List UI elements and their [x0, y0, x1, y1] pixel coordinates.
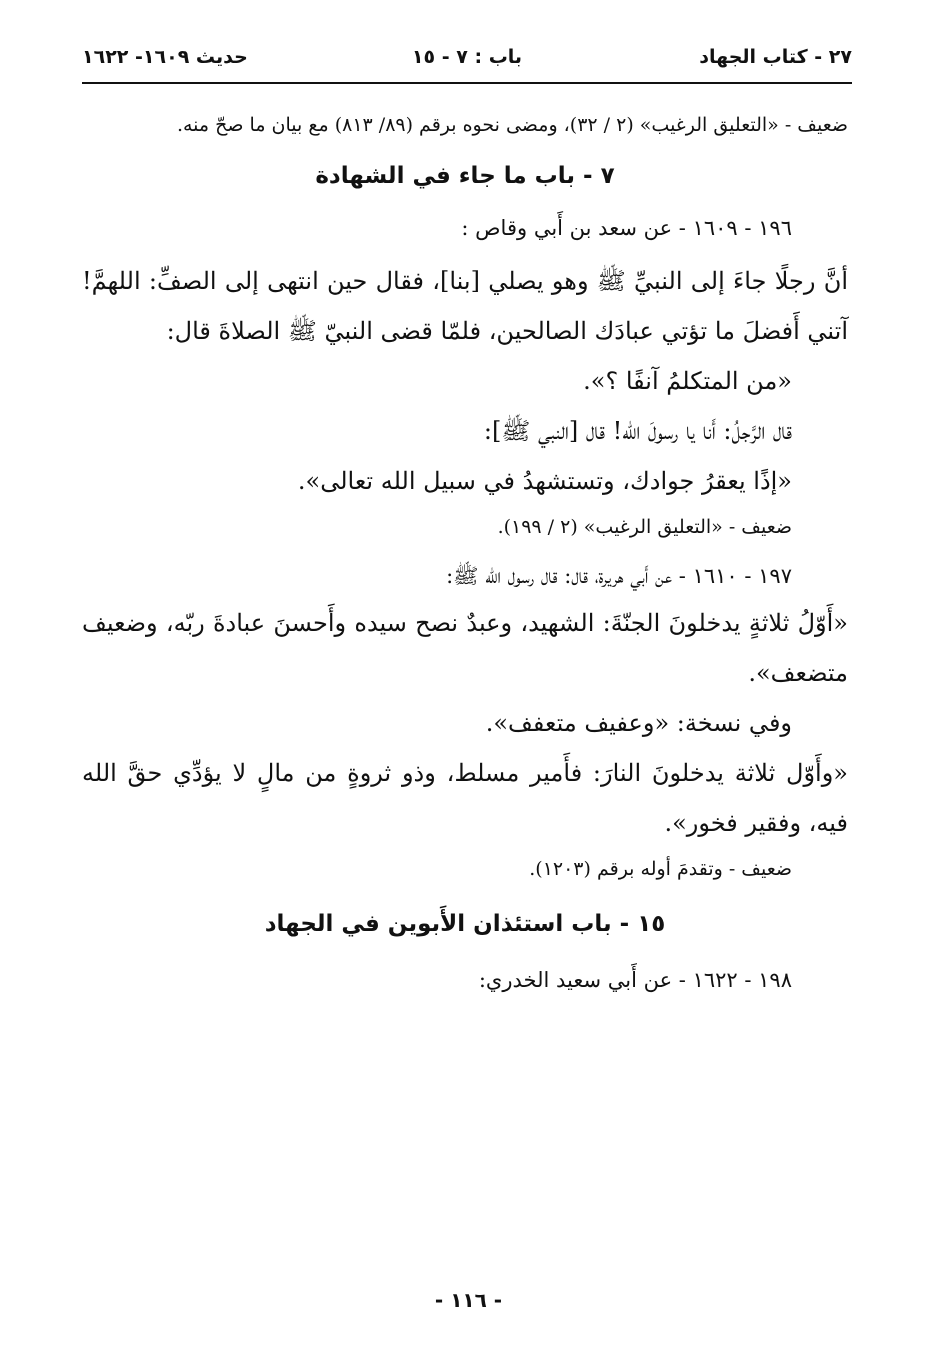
hadith-number-line: ١٩٦ - ١٦٠٩ - عن سعد بن أَبي وقاص : — [461, 216, 792, 240]
hadith-number-line: ١٩٨ - ١٦٢٢ - عن أَبي سعيد الخدري: — [478, 968, 792, 992]
hadith-text: «أَوّلُ ثلاثةٍ يدخلونَ الجنّةَ: الشهيد، وعبدٌ نصح سيده وأَحسنَ عبادةَ ربّه، وضعيف متضعف». — [82, 609, 848, 687]
page-body — [82, 104, 848, 1002]
grading-note: ضعيف - «التعليق الرغيب» (٢ / ١٩٩). — [497, 516, 792, 538]
hadith-number-line: ١٩٧ - ١٦١٠ - عن أَبي هريرة، قال: قال رسول الله ﷺ: — [446, 564, 792, 588]
hadith-variant: وفي نسخة: «وعفيف متعفف». — [485, 709, 792, 737]
hadith-text: «وأَوّل ثلاثة يدخلونَ النارَ: فأَمير مسلط، وذو ثروةٍ من مالٍ لا يؤدِّي حقَّ الله فيه، وفقير فخور». — [82, 759, 848, 837]
page-number: - ١١٦ - — [434, 1288, 503, 1312]
chapter-heading: ٧ - باب ما جاء في الشهادة — [315, 163, 615, 189]
running-header — [82, 42, 852, 78]
header-hadith-range: حديث ١٦٠٩- ١٦٢٢ — [82, 46, 248, 68]
header-divider — [82, 82, 852, 84]
hadith-text: أنَّ رجلًا جاءَ إلى النبيِّ ﷺ وهو يصلي [بنا]، فقال حين انتهى إلى الصفِّ: اللهمَّ! آتني أَفضلَ ما تؤتي عبادَك الصالحين، فلمّا قضى النبيّ ﷺ الصلاةَ قال: — [82, 267, 848, 345]
header-chapter-range: باب : ٧ - ١٥ — [411, 46, 523, 68]
header-book-title: ٢٧ - كتاب الجهاد — [699, 46, 852, 68]
grading-note: ضعيف - وتقدمَ أوله برقم (١٢٠٣). — [529, 858, 792, 880]
hadith-text: قال الرَّجلُ: أَنا يا رسولَ الله! قال [النبي ﷺ]: — [483, 417, 792, 445]
chapter-heading: ١٥ - باب استئذان الأَبوين في الجهاد — [264, 911, 666, 937]
grading-note: ضعيف - «التعليق الرغيب» (٢ / ٣٢)، ومضى نحوه برقم (٨٩/ ٨١٣) مع بيان ما صحّ منه. — [176, 114, 848, 136]
hadith-text: «إذًا يعقرُ جوادك، وتستشهدُ في سبيل الله تعالى». — [297, 467, 792, 495]
hadith-text: «من المتكلمُ آنفًا ؟». — [583, 367, 792, 395]
